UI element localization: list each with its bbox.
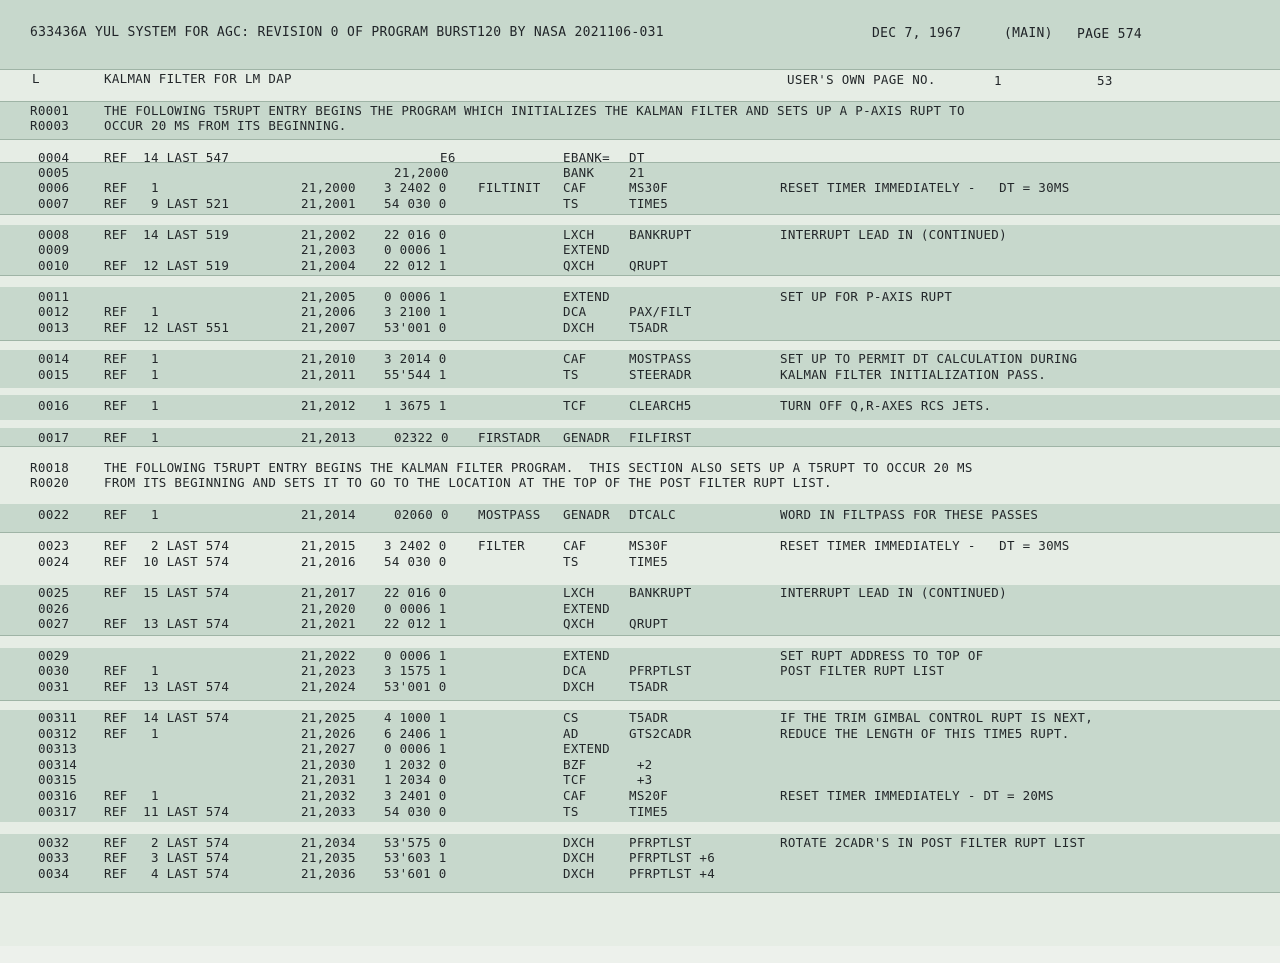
row-num: 0022 bbox=[38, 507, 70, 522]
row-addr: 21,2000 bbox=[301, 180, 356, 195]
row-ref: REF 11 LAST 574 bbox=[104, 804, 230, 819]
page-number: PAGE 574 bbox=[1077, 27, 1143, 42]
row-op: EXTEND bbox=[563, 741, 610, 756]
row-addr: 21,2027 bbox=[301, 741, 356, 756]
row-comment: REDUCE THE LENGTH OF THIS TIME5 RUPT. bbox=[780, 726, 1070, 741]
row-ref: REF 12 LAST 551 bbox=[104, 320, 230, 335]
row-op: EXTEND bbox=[563, 289, 610, 304]
row-word: 3 2402 0 bbox=[384, 538, 447, 553]
row-addr: 21,2013 bbox=[301, 430, 356, 445]
row-comment: INTERRUPT LEAD IN (CONTINUED) bbox=[780, 227, 1007, 242]
row-operand: FILFIRST bbox=[629, 430, 692, 445]
row-addr: 21,2031 bbox=[301, 772, 356, 787]
row-word: 22 016 0 bbox=[384, 585, 447, 600]
row-word: 0 0006 1 bbox=[384, 741, 447, 756]
row-ref: REF 2 LAST 574 bbox=[104, 538, 230, 553]
row-ref: THE FOLLOWING T5RUPT ENTRY BEGINS THE PROGRAM WHICH INITIALIZES THE KALMAN FILTER AND SETS UP A P-AXIS RUPT TO bbox=[104, 103, 965, 118]
row-comment: SET UP TO PERMIT DT CALCULATION DURING bbox=[780, 351, 1078, 366]
row-addr: 21,2024 bbox=[301, 679, 356, 694]
band-rule bbox=[0, 101, 1280, 102]
row-ref: REF 1 bbox=[104, 507, 159, 522]
row-num: 0023 bbox=[38, 538, 70, 553]
band-rule bbox=[0, 532, 1280, 533]
row-addr: 21,2010 bbox=[301, 351, 356, 366]
row-comment: SET UP FOR P-AXIS RUPT bbox=[780, 289, 953, 304]
row-op: DCA bbox=[563, 663, 587, 678]
row-word: 1 2032 0 bbox=[384, 757, 447, 772]
row-ref: REF 14 LAST 574 bbox=[104, 710, 230, 725]
row-num: 0025 bbox=[38, 585, 70, 600]
row-operand: PFRPTLST +4 bbox=[629, 866, 716, 881]
row-operand: DTCALC bbox=[629, 507, 676, 522]
row-op: CAF bbox=[563, 180, 587, 195]
row-ref: REF 4 LAST 574 bbox=[104, 866, 230, 881]
row-num: R0001 bbox=[30, 103, 70, 118]
row-num: 0014 bbox=[38, 351, 70, 366]
row-operand: TIME5 bbox=[629, 804, 669, 819]
row-op: DXCH bbox=[563, 850, 595, 865]
row-addr: 21,2002 bbox=[301, 227, 356, 242]
row-operand: MOSTPASS bbox=[629, 351, 692, 366]
row-ref: REF 1 bbox=[104, 180, 159, 195]
band-rule bbox=[0, 214, 1280, 215]
row-word: 3 2402 0 bbox=[384, 180, 447, 195]
row-label: MOSTPASS bbox=[478, 507, 541, 522]
row-num: 0029 bbox=[38, 648, 70, 663]
row-word: 53'575 0 bbox=[384, 835, 447, 850]
row-num: 0009 bbox=[38, 242, 70, 257]
row-comment: TURN OFF Q,R-AXES RCS JETS. bbox=[780, 398, 992, 413]
row-ref: REF 10 LAST 574 bbox=[104, 554, 230, 569]
row-operand: MS30F bbox=[629, 180, 669, 195]
row-num: 0017 bbox=[38, 430, 70, 445]
row-op: BZF bbox=[563, 757, 587, 772]
row-operand: PAX/FILT bbox=[629, 304, 692, 319]
row-addr: 21,2007 bbox=[301, 320, 356, 335]
row-operand: PFRPTLST +6 bbox=[629, 850, 716, 865]
row-addr: 21,2035 bbox=[301, 850, 356, 865]
row-op: DXCH bbox=[563, 320, 595, 335]
row-ref: FROM ITS BEGINNING AND SETS IT TO GO TO THE LOCATION AT THE TOP OF THE POST FILTER RUPT LIST. bbox=[104, 475, 832, 490]
row-word: 3 2014 0 bbox=[384, 351, 447, 366]
band-rule bbox=[0, 275, 1280, 276]
row-op: EBANK= bbox=[563, 150, 610, 165]
row-num: 0033 bbox=[38, 850, 70, 865]
row-num: 0007 bbox=[38, 196, 70, 211]
row-addr: 21,2030 bbox=[301, 757, 356, 772]
row-ref: REF 14 LAST 547 bbox=[104, 150, 230, 165]
row-ref: REF 1 bbox=[104, 351, 159, 366]
row-word: 4 1000 1 bbox=[384, 710, 447, 725]
row-op: CAF bbox=[563, 538, 587, 553]
row-word: 22 012 1 bbox=[384, 258, 447, 273]
row-word: 0 0006 1 bbox=[384, 601, 447, 616]
row-op: DCA bbox=[563, 304, 587, 319]
row-ref: OCCUR 20 MS FROM ITS BEGINNING. bbox=[104, 118, 347, 133]
row-operand: T5ADR bbox=[629, 320, 669, 335]
row-word: 1 3675 1 bbox=[384, 398, 447, 413]
row-op: CAF bbox=[563, 788, 587, 803]
row-operand: PFRPTLST bbox=[629, 663, 692, 678]
row-num: 00315 bbox=[38, 772, 78, 787]
row-comment: POST FILTER RUPT LIST bbox=[780, 663, 945, 678]
row-comment: RESET TIMER IMMEDIATELY - DT = 20MS bbox=[780, 788, 1054, 803]
row-ref: REF 1 bbox=[104, 788, 159, 803]
row-num: 0024 bbox=[38, 554, 70, 569]
band-rule bbox=[0, 69, 1280, 70]
band-rule bbox=[0, 892, 1280, 893]
row-comment: WORD IN FILTPASS FOR THESE PASSES bbox=[780, 507, 1039, 522]
row-operand: +2 bbox=[629, 757, 653, 772]
row-ref: REF 1 bbox=[104, 430, 159, 445]
row-num: 0015 bbox=[38, 367, 70, 382]
row-operand: BANKRUPT bbox=[629, 227, 692, 242]
row-num: 0008 bbox=[38, 227, 70, 242]
row-op: GENADR bbox=[563, 430, 610, 445]
row-num: 0032 bbox=[38, 835, 70, 850]
row-op: QXCH bbox=[563, 258, 595, 273]
row-word: E6 bbox=[440, 150, 456, 165]
band-rule bbox=[0, 635, 1280, 636]
row-word: 0 0006 1 bbox=[384, 242, 447, 257]
section-label: (MAIN) bbox=[1004, 26, 1053, 41]
row-word: 55'544 1 bbox=[384, 367, 447, 382]
row-addr: 21,2011 bbox=[301, 367, 356, 382]
row-num: 0011 bbox=[38, 289, 70, 304]
row-num: R0003 bbox=[30, 118, 70, 133]
row-ref: REF 15 LAST 574 bbox=[104, 585, 230, 600]
row-ref: REF 1 bbox=[104, 398, 159, 413]
row-ref: THE FOLLOWING T5RUPT ENTRY BEGINS THE KALMAN FILTER PROGRAM. THIS SECTION ALSO SETS UP A T5RUPT TO OCCUR 20 MS bbox=[104, 460, 973, 475]
row-num: 00313 bbox=[38, 741, 78, 756]
row-op: TS bbox=[563, 804, 579, 819]
row-operand: STEERADR bbox=[629, 367, 692, 382]
row-label: FIRSTADR bbox=[478, 430, 541, 445]
sheet-number: 53 bbox=[1097, 73, 1113, 88]
row-operand: PFRPTLST bbox=[629, 835, 692, 850]
row-word: 53'001 0 bbox=[384, 320, 447, 335]
row-op: EXTEND bbox=[563, 648, 610, 663]
row-word: 3 1575 1 bbox=[384, 663, 447, 678]
row-op: AD bbox=[563, 726, 579, 741]
row-num: 00316 bbox=[38, 788, 78, 803]
row-addr: 21,2022 bbox=[301, 648, 356, 663]
page-title: KALMAN FILTER FOR LM DAP bbox=[104, 71, 292, 86]
row-num: 0013 bbox=[38, 320, 70, 335]
row-addr: 21,2015 bbox=[301, 538, 356, 553]
row-num: R0018 bbox=[30, 460, 70, 475]
row-num: 0006 bbox=[38, 180, 70, 195]
row-op: QXCH bbox=[563, 616, 595, 631]
row-addr: 21,2006 bbox=[301, 304, 356, 319]
row-num: 0027 bbox=[38, 616, 70, 631]
row-op: DXCH bbox=[563, 679, 595, 694]
row-label: FILTINIT bbox=[478, 180, 541, 195]
row-addr: 21,2012 bbox=[301, 398, 356, 413]
row-ref: REF 1 bbox=[104, 304, 159, 319]
row-word: 6 2406 1 bbox=[384, 726, 447, 741]
row-addr: 21,2033 bbox=[301, 804, 356, 819]
row-ref: REF 2 LAST 574 bbox=[104, 835, 230, 850]
row-word: 22 012 1 bbox=[384, 616, 447, 631]
band-rule bbox=[0, 139, 1280, 140]
print-date: DEC 7, 1967 bbox=[872, 26, 962, 41]
row-word: 0 0006 1 bbox=[384, 648, 447, 663]
row-comment: RESET TIMER IMMEDIATELY - DT = 30MS bbox=[780, 180, 1070, 195]
row-operand: T5ADR bbox=[629, 679, 669, 694]
row-operand: T5ADR bbox=[629, 710, 669, 725]
row-num: 0012 bbox=[38, 304, 70, 319]
listing-flag: L bbox=[32, 71, 40, 86]
row-comment: KALMAN FILTER INITIALIZATION PASS. bbox=[780, 367, 1047, 382]
paper-edge bbox=[0, 946, 1280, 963]
row-num: 0026 bbox=[38, 601, 70, 616]
row-num: 00311 bbox=[38, 710, 78, 725]
row-addr: 21,2005 bbox=[301, 289, 356, 304]
row-ref: REF 3 LAST 574 bbox=[104, 850, 230, 865]
row-num: 00312 bbox=[38, 726, 78, 741]
row-num: 0010 bbox=[38, 258, 70, 273]
row-operand: TIME5 bbox=[629, 196, 669, 211]
row-num: 0004 bbox=[38, 150, 70, 165]
row-label: FILTER bbox=[478, 538, 525, 553]
row-op: LXCH bbox=[563, 227, 595, 242]
row-addr: 21,2003 bbox=[301, 242, 356, 257]
row-op: DXCH bbox=[563, 866, 595, 881]
row-operand: GTS2CADR bbox=[629, 726, 692, 741]
row-word: 54 030 0 bbox=[384, 554, 447, 569]
row-addr: 21,2023 bbox=[301, 663, 356, 678]
row-operand: QRUPT bbox=[629, 616, 669, 631]
row-op: TS bbox=[563, 554, 579, 569]
own-page-label: USER'S OWN PAGE NO. bbox=[787, 72, 936, 87]
row-addr: 21,2025 bbox=[301, 710, 356, 725]
row-addr: 21,2020 bbox=[301, 601, 356, 616]
row-op: EXTEND bbox=[563, 601, 610, 616]
row-ref: REF 1 bbox=[104, 726, 159, 741]
row-addr: 21,2014 bbox=[301, 507, 356, 522]
row-op: TCF bbox=[563, 398, 587, 413]
row-word: 21,2000 bbox=[394, 165, 449, 180]
row-comment: IF THE TRIM GIMBAL CONTROL RUPT IS NEXT, bbox=[780, 710, 1094, 725]
row-addr: 21,2001 bbox=[301, 196, 356, 211]
row-operand: +3 bbox=[629, 772, 653, 787]
row-ref: REF 1 bbox=[104, 663, 159, 678]
row-num: 0031 bbox=[38, 679, 70, 694]
row-num: R0020 bbox=[30, 475, 70, 490]
row-operand: 21 bbox=[629, 165, 645, 180]
row-word: 02322 0 bbox=[394, 430, 449, 445]
row-ref: REF 14 LAST 519 bbox=[104, 227, 230, 242]
row-op: CAF bbox=[563, 351, 587, 366]
row-addr: 21,2032 bbox=[301, 788, 356, 803]
row-operand: TIME5 bbox=[629, 554, 669, 569]
row-comment: RESET TIMER IMMEDIATELY - DT = 30MS bbox=[780, 538, 1070, 553]
row-word: 3 2100 1 bbox=[384, 304, 447, 319]
row-op: BANK bbox=[563, 165, 595, 180]
row-addr: 21,2021 bbox=[301, 616, 356, 631]
row-addr: 21,2034 bbox=[301, 835, 356, 850]
row-comment: ROTATE 2CADR'S IN POST FILTER RUPT LIST bbox=[780, 835, 1086, 850]
row-operand: MS20F bbox=[629, 788, 669, 803]
row-addr: 21,2004 bbox=[301, 258, 356, 273]
row-operand: DT bbox=[629, 150, 645, 165]
row-word: 53'601 0 bbox=[384, 866, 447, 881]
row-op: LXCH bbox=[563, 585, 595, 600]
row-op: TS bbox=[563, 367, 579, 382]
row-op: EXTEND bbox=[563, 242, 610, 257]
band-rule bbox=[0, 446, 1280, 447]
row-addr: 21,2026 bbox=[301, 726, 356, 741]
own-page-number: 1 bbox=[994, 73, 1002, 88]
row-op: GENADR bbox=[563, 507, 610, 522]
row-word: 54 030 0 bbox=[384, 196, 447, 211]
row-addr: 21,2016 bbox=[301, 554, 356, 569]
row-operand: CLEARCH5 bbox=[629, 398, 692, 413]
row-word: 22 016 0 bbox=[384, 227, 447, 242]
row-word: 53'603 1 bbox=[384, 850, 447, 865]
row-op: DXCH bbox=[563, 835, 595, 850]
row-word: 54 030 0 bbox=[384, 804, 447, 819]
row-addr: 21,2036 bbox=[301, 866, 356, 881]
row-ref: REF 1 bbox=[104, 367, 159, 382]
row-num: 0030 bbox=[38, 663, 70, 678]
row-ref: REF 13 LAST 574 bbox=[104, 679, 230, 694]
band-rule bbox=[0, 700, 1280, 701]
row-operand: MS30F bbox=[629, 538, 669, 553]
row-word: 3 2401 0 bbox=[384, 788, 447, 803]
row-op: TS bbox=[563, 196, 579, 211]
row-addr: 21,2017 bbox=[301, 585, 356, 600]
row-num: 0005 bbox=[38, 165, 70, 180]
row-ref: REF 12 LAST 519 bbox=[104, 258, 230, 273]
row-num: 0034 bbox=[38, 866, 70, 881]
row-op: TCF bbox=[563, 772, 587, 787]
row-comment: SET RUPT ADDRESS TO TOP OF bbox=[780, 648, 984, 663]
row-word: 53'001 0 bbox=[384, 679, 447, 694]
row-op: CS bbox=[563, 710, 579, 725]
row-num: 0016 bbox=[38, 398, 70, 413]
row-word: 02060 0 bbox=[394, 507, 449, 522]
row-ref: REF 13 LAST 574 bbox=[104, 616, 230, 631]
row-ref: REF 9 LAST 521 bbox=[104, 196, 230, 211]
row-operand: QRUPT bbox=[629, 258, 669, 273]
program-header: 633436A YUL SYSTEM FOR AGC: REVISION 0 OF PROGRAM BURST120 BY NASA 2021106-031 bbox=[30, 25, 664, 40]
row-word: 1 2034 0 bbox=[384, 772, 447, 787]
band-rule bbox=[0, 340, 1280, 341]
row-operand: BANKRUPT bbox=[629, 585, 692, 600]
row-num: 00317 bbox=[38, 804, 78, 819]
row-num: 00314 bbox=[38, 757, 78, 772]
row-word: 0 0006 1 bbox=[384, 289, 447, 304]
row-comment: INTERRUPT LEAD IN (CONTINUED) bbox=[780, 585, 1007, 600]
